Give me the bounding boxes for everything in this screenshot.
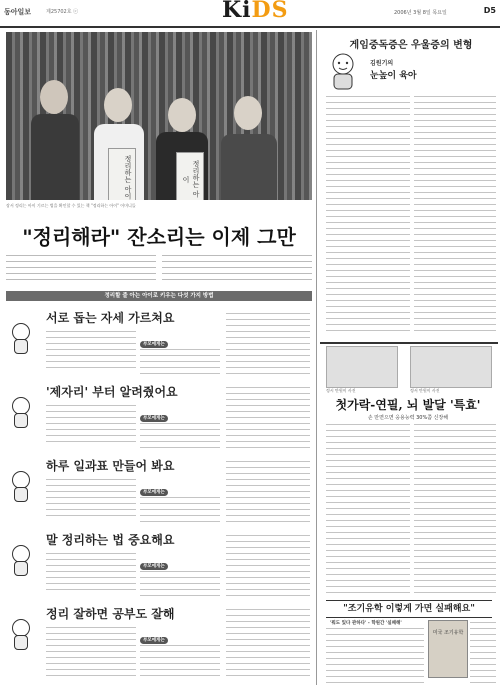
section-badge: 부모에게는 [140,637,168,644]
section-text [46,479,136,519]
section-text [140,423,220,451]
column-divider [316,30,317,685]
section-text [226,387,310,451]
section-badge: 부모에게는 [140,489,168,496]
section-text [226,461,310,525]
child-illustration [6,397,34,427]
date-line: 2006년 3월 8일 목요일 [394,10,447,16]
page-number: D5 [483,6,496,15]
photo-book-1: 정리하는 아이 [108,148,136,200]
section-text [46,405,136,445]
article-image-2 [410,346,492,388]
main-headline: "정리해라" 잔소리는 이제 그만 [22,225,296,249]
article2-text [414,424,496,594]
section-rule [320,342,498,344]
column-title: 눈높이 육아 [370,71,417,81]
image-caption-2: 정서 만원이 사진 [410,388,440,393]
lead-text-1 [6,255,156,283]
section-text [46,553,136,593]
article2-title: 첫가락-연필, 뇌 발달 '특효' [335,398,481,412]
main-photo [6,32,312,200]
section-text [226,609,310,679]
column-name: 김원기의 [370,60,394,67]
section-title: 정리 잘하면 공부도 잘해 [46,607,175,621]
photo-caption: 장서 정리는 아이 기르는 법을 확인할 수 있는 책 "정리하는 아이" 어머니들 [6,203,136,208]
section-5 [6,605,312,685]
section-text [226,535,310,599]
lead-text-2 [162,255,312,283]
right-article-title: 게임중독증은 우울증의 변형 [349,40,473,51]
section-4 [6,531,312,601]
section-badge: 부모에게는 [140,341,168,348]
section-badge: 부모에게는 [140,415,168,422]
book-review-text [326,628,424,684]
issue-number: 제25702호 ⓒ [46,9,79,15]
section-badge: 부모에게는 [140,563,168,570]
page-header [0,0,500,28]
section-text [140,349,220,377]
box-title-bar [6,291,312,301]
book-review-title: "조기유학 이렇게 가면 실패해요" [326,600,492,618]
kids-logo: KiDS [222,0,289,23]
section-text [140,645,220,679]
section-3 [6,457,312,527]
book-cover: 미국 조기유학 [428,620,468,678]
section-title: 하루 일과표 만들어 봐요 [46,459,175,473]
column-header [326,52,496,92]
section-text [46,627,136,677]
section-text [140,497,220,525]
right-article-text [326,96,410,336]
photo-book-2: 정리하는 아이 [176,152,204,200]
columnist-cartoon [326,52,360,90]
child-illustration [6,545,34,575]
image-caption-1: 정시 만원이 사진 [326,388,356,393]
section-text [46,331,136,371]
book-review-subtitle: '뭐도 있다 관하다' - 학원간 '실패해' [330,621,402,626]
section-2 [6,383,312,453]
section-title: 말 정리하는 법 중요해요 [46,533,175,547]
section-title: 서로 돕는 자세 가르쳐요 [46,311,175,325]
article2-text [326,424,410,594]
right-article-text [414,96,496,336]
box-title: 정리할 줄 아는 아이로 키우는 다섯 가지 방법 [104,293,214,299]
section-text [140,571,220,599]
section-1 [6,309,312,379]
section-title: '제자리' 부터 알려줬어요 [46,385,178,399]
article-image-1 [326,346,398,388]
section-text [226,313,310,377]
child-illustration [6,323,34,353]
article2-subtitle: 손 만면으면 응용능력 30%쯤 신장해 [367,415,449,421]
child-illustration [6,471,34,501]
book-review-text [470,622,496,684]
child-illustration [6,619,34,649]
publication-name: 동아일보 [4,8,32,16]
